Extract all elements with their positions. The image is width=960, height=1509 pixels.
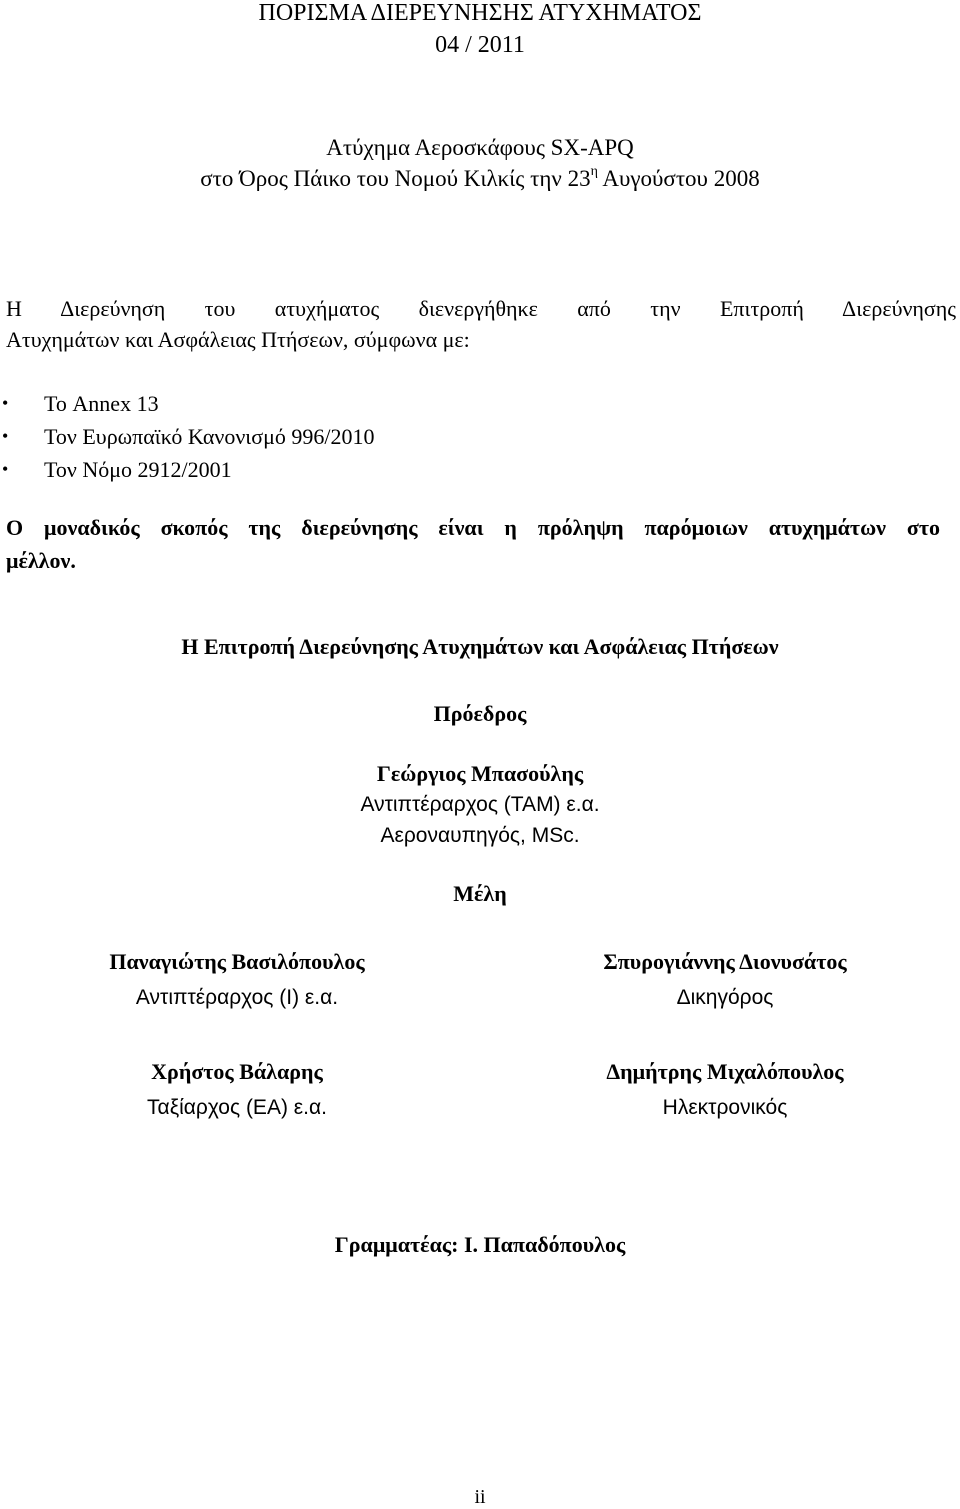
- president-name: Γεώργιος Μπασούλης: [376, 761, 584, 786]
- report-title: ΠΟΡΙΣΜΑ ΔΙΕΡΕΥΝΗΣΗΣ ΑΤΥΧΗΜΑΤΟΣ: [258, 0, 702, 26]
- date-superscript: η: [590, 164, 598, 180]
- member-name: Σπυρογιάννης Διονυσάτος: [603, 949, 847, 974]
- committee-name: Η Επιτροπή Διερεύνησης Ατυχημάτων και Ασφάλειας Πτήσεων: [181, 634, 779, 659]
- report-number: 04 / 2011: [435, 32, 525, 58]
- secretary: Γραμματέας: Ι. Παπαδόπουλος: [334, 1232, 626, 1257]
- bullet-icon: •: [2, 426, 9, 446]
- accident-date: Αυγούστου 2008: [597, 166, 760, 191]
- bullet-icon: •: [2, 459, 9, 479]
- purpose-line-1: Ο μοναδικός σκοπός της διερεύνησης είναι η πρόληψη παρόμοιων ατυχημάτων στο: [6, 515, 940, 540]
- list-item-text: Τον Ευρωπαϊκό Κανονισμό 996/2010: [44, 424, 375, 449]
- members-label: Μέλη: [453, 881, 507, 906]
- intro-paragraph: [6, 293, 956, 355]
- member-role: Ηλεκτρονικός: [662, 1096, 788, 1119]
- member-role: Ταξίαρχος (ΕΑ) ε.α.: [147, 1096, 327, 1119]
- member-name: Χρήστος Βάλαρης: [151, 1059, 323, 1084]
- list-item-text: Το Annex 13: [44, 391, 159, 416]
- president-label: Πρόεδρος: [433, 701, 527, 726]
- bullet-icon: •: [2, 393, 9, 413]
- purpose-line-2: μέλλον.: [6, 548, 76, 573]
- purpose-statement: [6, 511, 940, 577]
- intro-line-1: Η Διερεύνηση του ατυχήματος διενεργήθηκε από την Επιτροπή Διερεύνησης: [6, 296, 956, 321]
- president-rank: Αντιπτέραρχος (ΤΑΜ) ε.α.: [360, 793, 600, 816]
- accident-location: στο Όρος Πάικο του Νομού Κιλκίς την 23: [200, 166, 591, 191]
- member-role: Δικηγόρος: [676, 986, 774, 1009]
- member-name: Παναγιώτης Βασιλόπουλος: [109, 949, 365, 974]
- intro-line-2: Ατυχημάτων και Ασφάλειας Πτήσεων, σύμφωνα με:: [6, 327, 470, 352]
- member-role: Αντιπτέραρχος (Ι) ε.α.: [135, 986, 339, 1009]
- president-profession: Αεροναυπηγός, MSc.: [380, 824, 580, 847]
- page-number: ii: [474, 1486, 486, 1508]
- list-item-text: Τον Νόμο 2912/2001: [44, 457, 232, 482]
- accident-location-date: [0, 165, 960, 193]
- accident-title: Ατύχημα Αεροσκάφους SX-APQ: [326, 135, 634, 160]
- member-name: Δημήτρης Μιχαλόπουλος: [606, 1059, 844, 1084]
